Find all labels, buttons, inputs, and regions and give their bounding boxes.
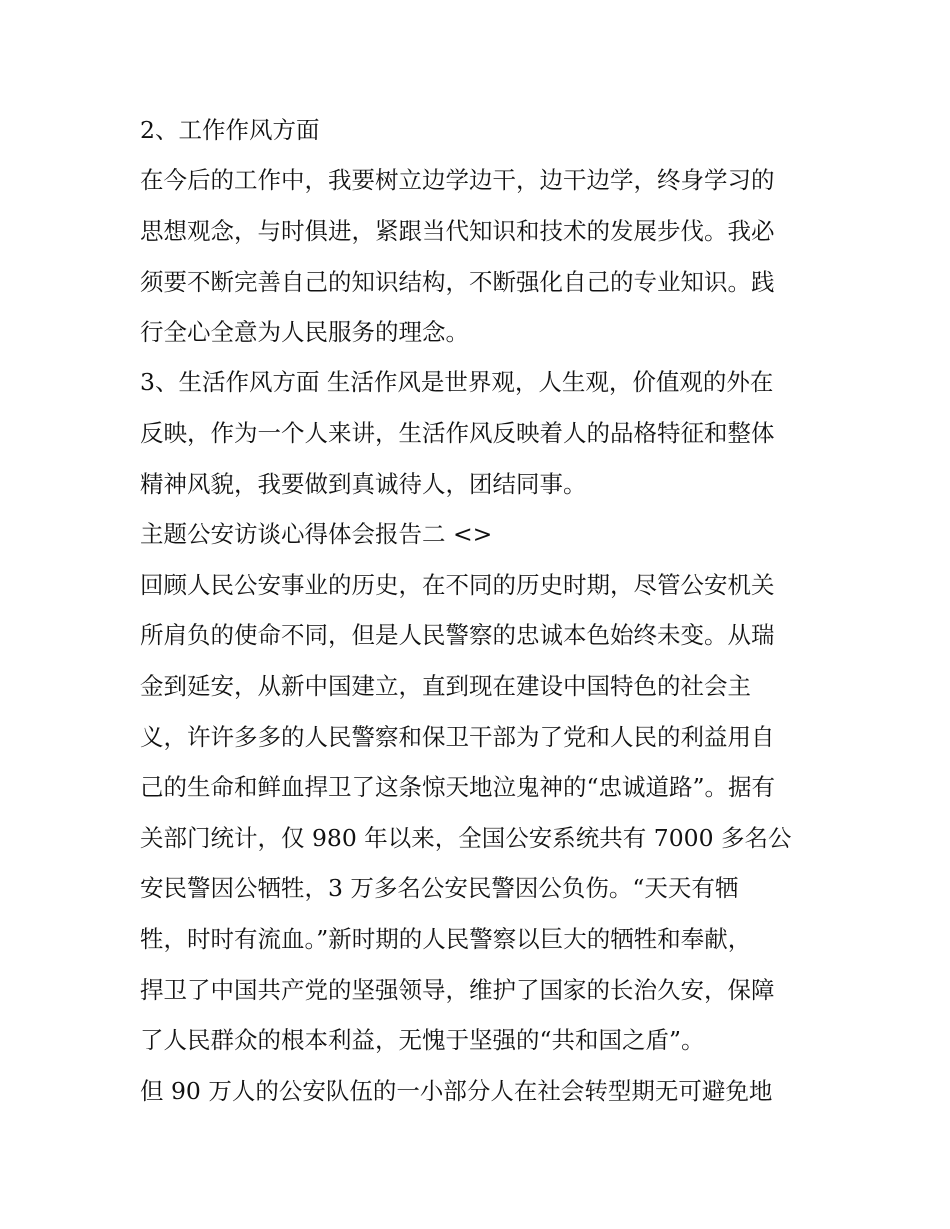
paragraph-line: 回顾人民公安事业的历史，在不同的历史时期，尽管公安机关 <box>140 571 775 599</box>
paragraph-line: 行全心全意为人民服务的理念。 <box>140 318 469 346</box>
heading-life-style: 3、生活作风方面 生活作风是世界观，人生观，价值观的外在 <box>140 368 774 396</box>
paragraph-line: 捍卫了中国共产党的坚强领导，维护了国家的长治久安，保障 <box>140 976 775 1004</box>
paragraph-line: 关部门统计，仅 980 年以来，全国公安系统共有 7000 多名公 <box>140 824 792 852</box>
paragraph-line: 安民警因公牺牲，3 万多名公安民警因公负伤。“天天有牺 <box>140 874 739 902</box>
paragraph-line: 反映，作为一个人来讲，生活作风反映着人的品格特征和整体 <box>140 419 775 447</box>
report-title: 主题公安访谈心得体会报告二 <> <box>140 520 493 548</box>
paragraph-line: 金到延安，从新中国建立，直到现在建设中国特色的社会主 <box>140 672 751 700</box>
paragraph-line: 义，许许多多的人民警察和保卫干部为了党和人民的利益用自 <box>140 723 775 751</box>
paragraph-line: 己的生命和鲜血捍卫了这条惊天地泣鬼神的“忠诚道路”。据有 <box>140 773 776 801</box>
paragraph-line: 在今后的工作中，我要树立边学边干，边干边学，终身学习的 <box>140 166 775 194</box>
paragraph-line: 牲，时时有流血。”新时期的人民警察以巨大的牺牲和奉献， <box>140 925 752 953</box>
paragraph-line: 思想观念，与时俱进，紧跟当代知识和技术的发展步伐。我必 <box>140 217 775 245</box>
paragraph-line: 但 90 万人的公安队伍的一小部分人在社会转型期无可避免地 <box>140 1077 773 1105</box>
paragraph-line: 须要不断完善自己的知识结构，不断强化自己的专业知识。践 <box>140 268 775 296</box>
paragraph-line: 了人民群众的根本利益，无愧于坚强的“共和国之盾”。 <box>140 1026 705 1054</box>
heading-work-style: 2、工作作风方面 <box>140 116 320 144</box>
paragraph-line: 精神风貌，我要做到真诚待人，团结同事。 <box>140 470 587 498</box>
paragraph-line: 所肩负的使命不同，但是人民警察的忠诚本色始终未变。从瑞 <box>140 621 775 649</box>
